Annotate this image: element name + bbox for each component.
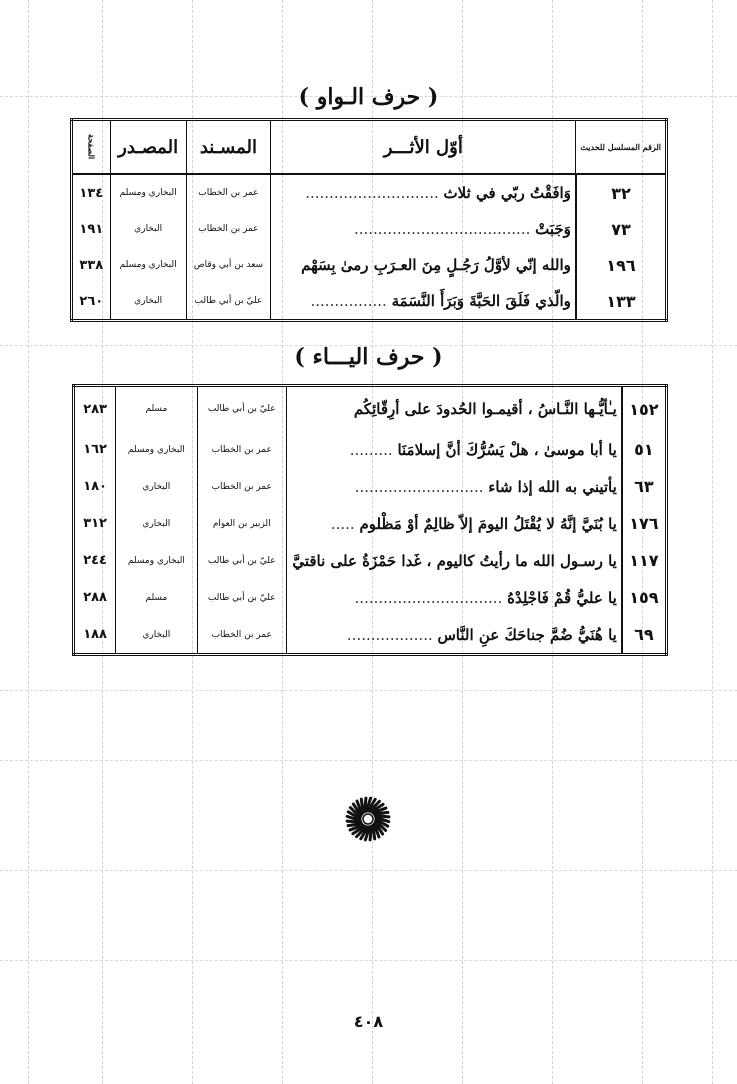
row-text xyxy=(271,247,576,283)
row-source: البخاري ومسلم xyxy=(116,431,197,468)
table-row xyxy=(74,386,667,432)
row-source: البخاري xyxy=(110,211,186,247)
row-text-content: وَجَبَتْ xyxy=(535,220,571,238)
row-number: ١٥٩ xyxy=(622,579,667,616)
row-source: البخاري xyxy=(116,468,197,505)
row-number: ١٣٣ xyxy=(576,283,667,321)
row-musnad: عمر بن الخطاب xyxy=(186,211,271,247)
row-musnad: عليّ بن أبي طالب xyxy=(186,283,271,321)
column-header-musnad: المسـند xyxy=(186,120,271,175)
ornament-ray xyxy=(361,799,363,813)
row-source: البخاري xyxy=(116,616,197,655)
row-source: البخاري ومسلم xyxy=(110,247,186,283)
row-text xyxy=(286,542,621,579)
row-text-content: يا بُنَيَّ إنَّهُ لا يُقْتَلُ اليومَ إلاّ ظالِمٌ أوْ مَظْلوم xyxy=(359,514,617,533)
ornament-ray xyxy=(373,825,375,839)
ornament-ray xyxy=(374,812,388,814)
row-page: ١٣٤ xyxy=(72,174,111,211)
row-dots: ............................... xyxy=(354,588,508,607)
table-row xyxy=(72,247,667,283)
row-dots: .................. xyxy=(346,625,438,644)
section-heading-waw: ( حرف الـواو ) xyxy=(298,84,439,110)
row-musnad: عليّ بن أبي طالب xyxy=(197,386,286,432)
row-text-content: يا أبا موسىٰ ، هلْ يَسُرُّكَ أنَّ إسلامَنَا xyxy=(397,440,617,459)
row-page: ١٨٠ xyxy=(74,468,116,505)
column-header-number: الرقم المسلسل للحديث xyxy=(576,120,667,175)
table-row xyxy=(74,616,667,655)
section-heading-yaa: ( حرف اليـــاء ) xyxy=(294,344,443,370)
row-text xyxy=(271,174,576,211)
row-number: ٣٢ xyxy=(576,174,667,211)
row-page: ٢٦٠ xyxy=(72,283,111,321)
row-dots: ........................... xyxy=(354,477,489,496)
row-page: ١٦٢ xyxy=(74,431,116,468)
row-text xyxy=(286,386,621,432)
row-source: البخاري xyxy=(116,505,197,542)
row-text-content: يا هُنَيُّ ضُمَّ جناحَكَ عنِ النَّاس xyxy=(437,625,617,644)
row-dots: ................ xyxy=(310,292,392,310)
row-source: البخاري ومسلم xyxy=(110,174,186,211)
row-source: البخاري xyxy=(110,283,186,321)
table-row xyxy=(74,431,667,468)
row-dots: ......... xyxy=(349,440,398,459)
row-dots: ............................ xyxy=(305,184,444,202)
table-row xyxy=(74,505,667,542)
row-text-content: والله إنّي لأوَّلُ رَجُـلٍ مِنَ العـرَبِ رمىٰ بِسَهْم xyxy=(301,256,571,274)
row-musnad: عمر بن الخطاب xyxy=(197,468,286,505)
table-row xyxy=(72,211,667,247)
row-musnad: عمر بن الخطاب xyxy=(186,174,271,211)
row-text xyxy=(286,616,621,655)
table-header-row xyxy=(72,120,667,175)
row-page: ١٩١ xyxy=(72,211,111,247)
table-row xyxy=(74,579,667,616)
row-text xyxy=(271,211,576,247)
row-text xyxy=(286,579,621,616)
row-number: ١٩٦ xyxy=(576,247,667,283)
table-row xyxy=(74,468,667,505)
row-musnad: عمر بن الخطاب xyxy=(197,616,286,655)
row-text xyxy=(286,468,621,505)
row-musnad: عليّ بن أبي طالب xyxy=(197,579,286,616)
row-source: البخاري ومسلم xyxy=(116,542,197,579)
index-table-waw xyxy=(70,118,668,322)
row-source: مسلم xyxy=(116,579,197,616)
row-musnad: سعد بن أبي وقاص xyxy=(186,247,271,283)
row-text-content: يا عليُّ قُمْ فَاجْلِدْهُ xyxy=(507,588,617,607)
index-table-yaa xyxy=(72,384,668,656)
column-header-text: أوّل الأثـــر xyxy=(271,120,576,175)
row-number: ٦٣ xyxy=(622,468,667,505)
row-page: ٢٨٨ xyxy=(74,579,116,616)
row-musnad: الزبير بن العوام xyxy=(197,505,286,542)
row-text-content: يأتيني به الله إذا شاء xyxy=(488,477,617,496)
row-number: ٧٣ xyxy=(576,211,667,247)
column-header-page: الصفحة xyxy=(72,120,111,175)
ornament-ray xyxy=(348,824,362,826)
row-text-content: والّذي فَلَقَ الحَبَّةَ وَبَرَأَ النَّسَمَة xyxy=(391,292,571,310)
row-text-content: وَافَقْتُ ربّي في ثلاث xyxy=(443,184,571,202)
row-number: ١٥٢ xyxy=(622,386,667,432)
row-number: ٦٩ xyxy=(622,616,667,655)
row-text-content: يـٰأيُّـها النَّـاسُ ، أقيمـوا الحُدودَ على أرِقّائِكُم xyxy=(353,400,617,418)
row-page: ٣٣٨ xyxy=(72,247,111,283)
row-page: ٣١٢ xyxy=(74,505,116,542)
row-text-content: يا رسـول الله ما رأيتُ كاليوم ، غَدا حَمْزَةُ على ناقتيَّ xyxy=(292,551,617,570)
row-number: ٥١ xyxy=(622,431,667,468)
row-number: ١٧٦ xyxy=(622,505,667,542)
row-number: ١١٧ xyxy=(622,542,667,579)
row-text xyxy=(286,431,621,468)
row-dots: ..................................... xyxy=(353,220,536,238)
row-source: مسلم xyxy=(116,386,197,432)
table-row xyxy=(72,283,667,321)
row-page: ٢٨٣ xyxy=(74,386,116,432)
page-number: ٤٠٨ xyxy=(353,1012,384,1031)
table-row xyxy=(74,542,667,579)
row-text xyxy=(271,283,576,321)
row-page: ٢٤٤ xyxy=(74,542,116,579)
row-text xyxy=(286,505,621,542)
row-musnad: عمر بن الخطاب xyxy=(197,431,286,468)
row-musnad: عليّ بن أبي طالب xyxy=(197,542,286,579)
column-header-source: المصـدر xyxy=(110,120,186,175)
row-page: ١٨٨ xyxy=(74,616,116,655)
row-dots: ..... xyxy=(330,514,360,533)
sunburst-ornament-icon xyxy=(345,796,391,842)
table-row xyxy=(72,174,667,211)
